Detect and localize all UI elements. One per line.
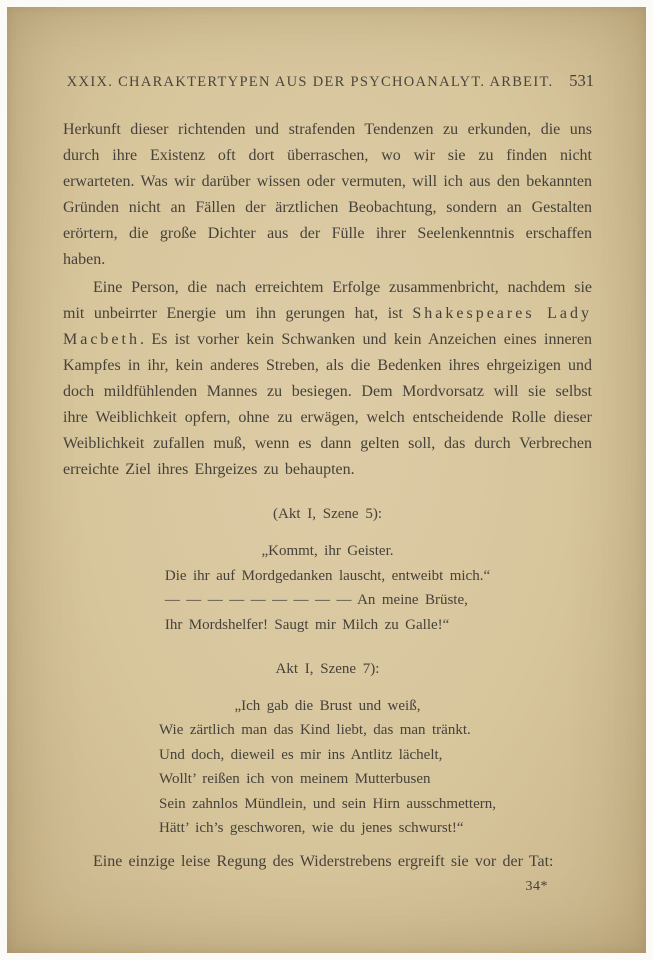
verse-line: Wie zärtlich man das Kind liebt, das man tränkt. (159, 722, 471, 738)
verse-line: Die ihr auf Mordgedanken lauscht, entweibt mich.“ (164, 567, 491, 584)
verse-quote-2-block (159, 694, 496, 841)
verse-line: Ihr Mordshelfer! Saugt mir Milch zu Galle!“ (164, 616, 450, 633)
verse-line: — — — — — — — — — An meine Brüste, (164, 592, 468, 608)
verse-quote-2 (63, 694, 592, 842)
book-page (7, 7, 646, 953)
scene-heading-act1-scene5: (Akt I, Szene 5): (273, 506, 382, 522)
scene-heading-act1-scene7: Akt I, Szene 7): (275, 660, 380, 677)
paragraph-1 (63, 117, 592, 273)
paragraph-2-text-after: . Es ist vorher kein Schwanken und kein Anzeichen eines inneren Kampfes in ihr, kein anderes Streben, als die Bedenken ihres ehrgeizigen und doch mildfühlenden Mannes zu besiegen. Dem Mordvorsatz will sie selbst ihre Weiblichkeit opfern, ohne zu erwägen, welch entscheidende Rolle dieser Weiblichkeit zufallen muß, wenn es dann gelten soll, das durch Verbrechen erreichte Ziel ihres Ehrgeizes zu behaupten. (63, 331, 592, 478)
paragraph-1-text: Herkunft dieser richtenden und strafenden Tendenzen zu erkunden, die uns durch ihre Existenz oft dort überraschen, wo wir sie zu finden nicht erwarteten. Was wir darüber wissen oder vermuten, will ich aus den bekannten Gründen nicht an Fällen der ärztlichen Beobachtung, sondern an Gestalten erörtern, die große Dichter aus der Fülle ihrer Seelenkenntnis erschaffen haben. (63, 121, 592, 268)
running-title: XXIX. CHARAKTERTYPEN AUS DER PSYCHOANALYT. ARBEIT. (66, 74, 554, 90)
verse-line: „Ich gab die Brust und weiß, (234, 697, 421, 714)
verse-line: „Kommt, ihr Geister. (261, 543, 394, 559)
page-number: 531 (569, 71, 594, 90)
verse-line: Sein zahnlos Mündlein, und sein Hirn ausschmettern, (159, 795, 496, 812)
page-header (61, 71, 594, 91)
paragraph-2 (63, 275, 592, 483)
paragraph-3-text: Eine einzige leise Regung des Widerstrebens ergreift sie vor der Tat: (93, 853, 554, 870)
signature-mark: 34* (525, 879, 548, 894)
page-body (63, 117, 592, 875)
verse-line: Und doch, dieweil es mir ins Antlitz lächelt, (159, 746, 443, 763)
emphasized-name-lady-macbeth: Shakespeares Lady Macbeth (63, 305, 592, 348)
verse-quote-1 (63, 539, 592, 638)
verse-line: Wollt’ reißen ich von meinem Mutterbusen (159, 771, 431, 787)
paragraph-2-text-before: Eine Person, die nach erreichtem Erfolge zusammenbricht, nachdem sie mit unbeirrter Energie um ihn gerungen hat, ist (63, 279, 592, 322)
verse-line: Hätt’ ich’s geschworen, wie du jenes schwurst!“ (159, 820, 464, 836)
verse-quote-1-block (165, 539, 490, 637)
paragraph-3 (63, 849, 592, 875)
